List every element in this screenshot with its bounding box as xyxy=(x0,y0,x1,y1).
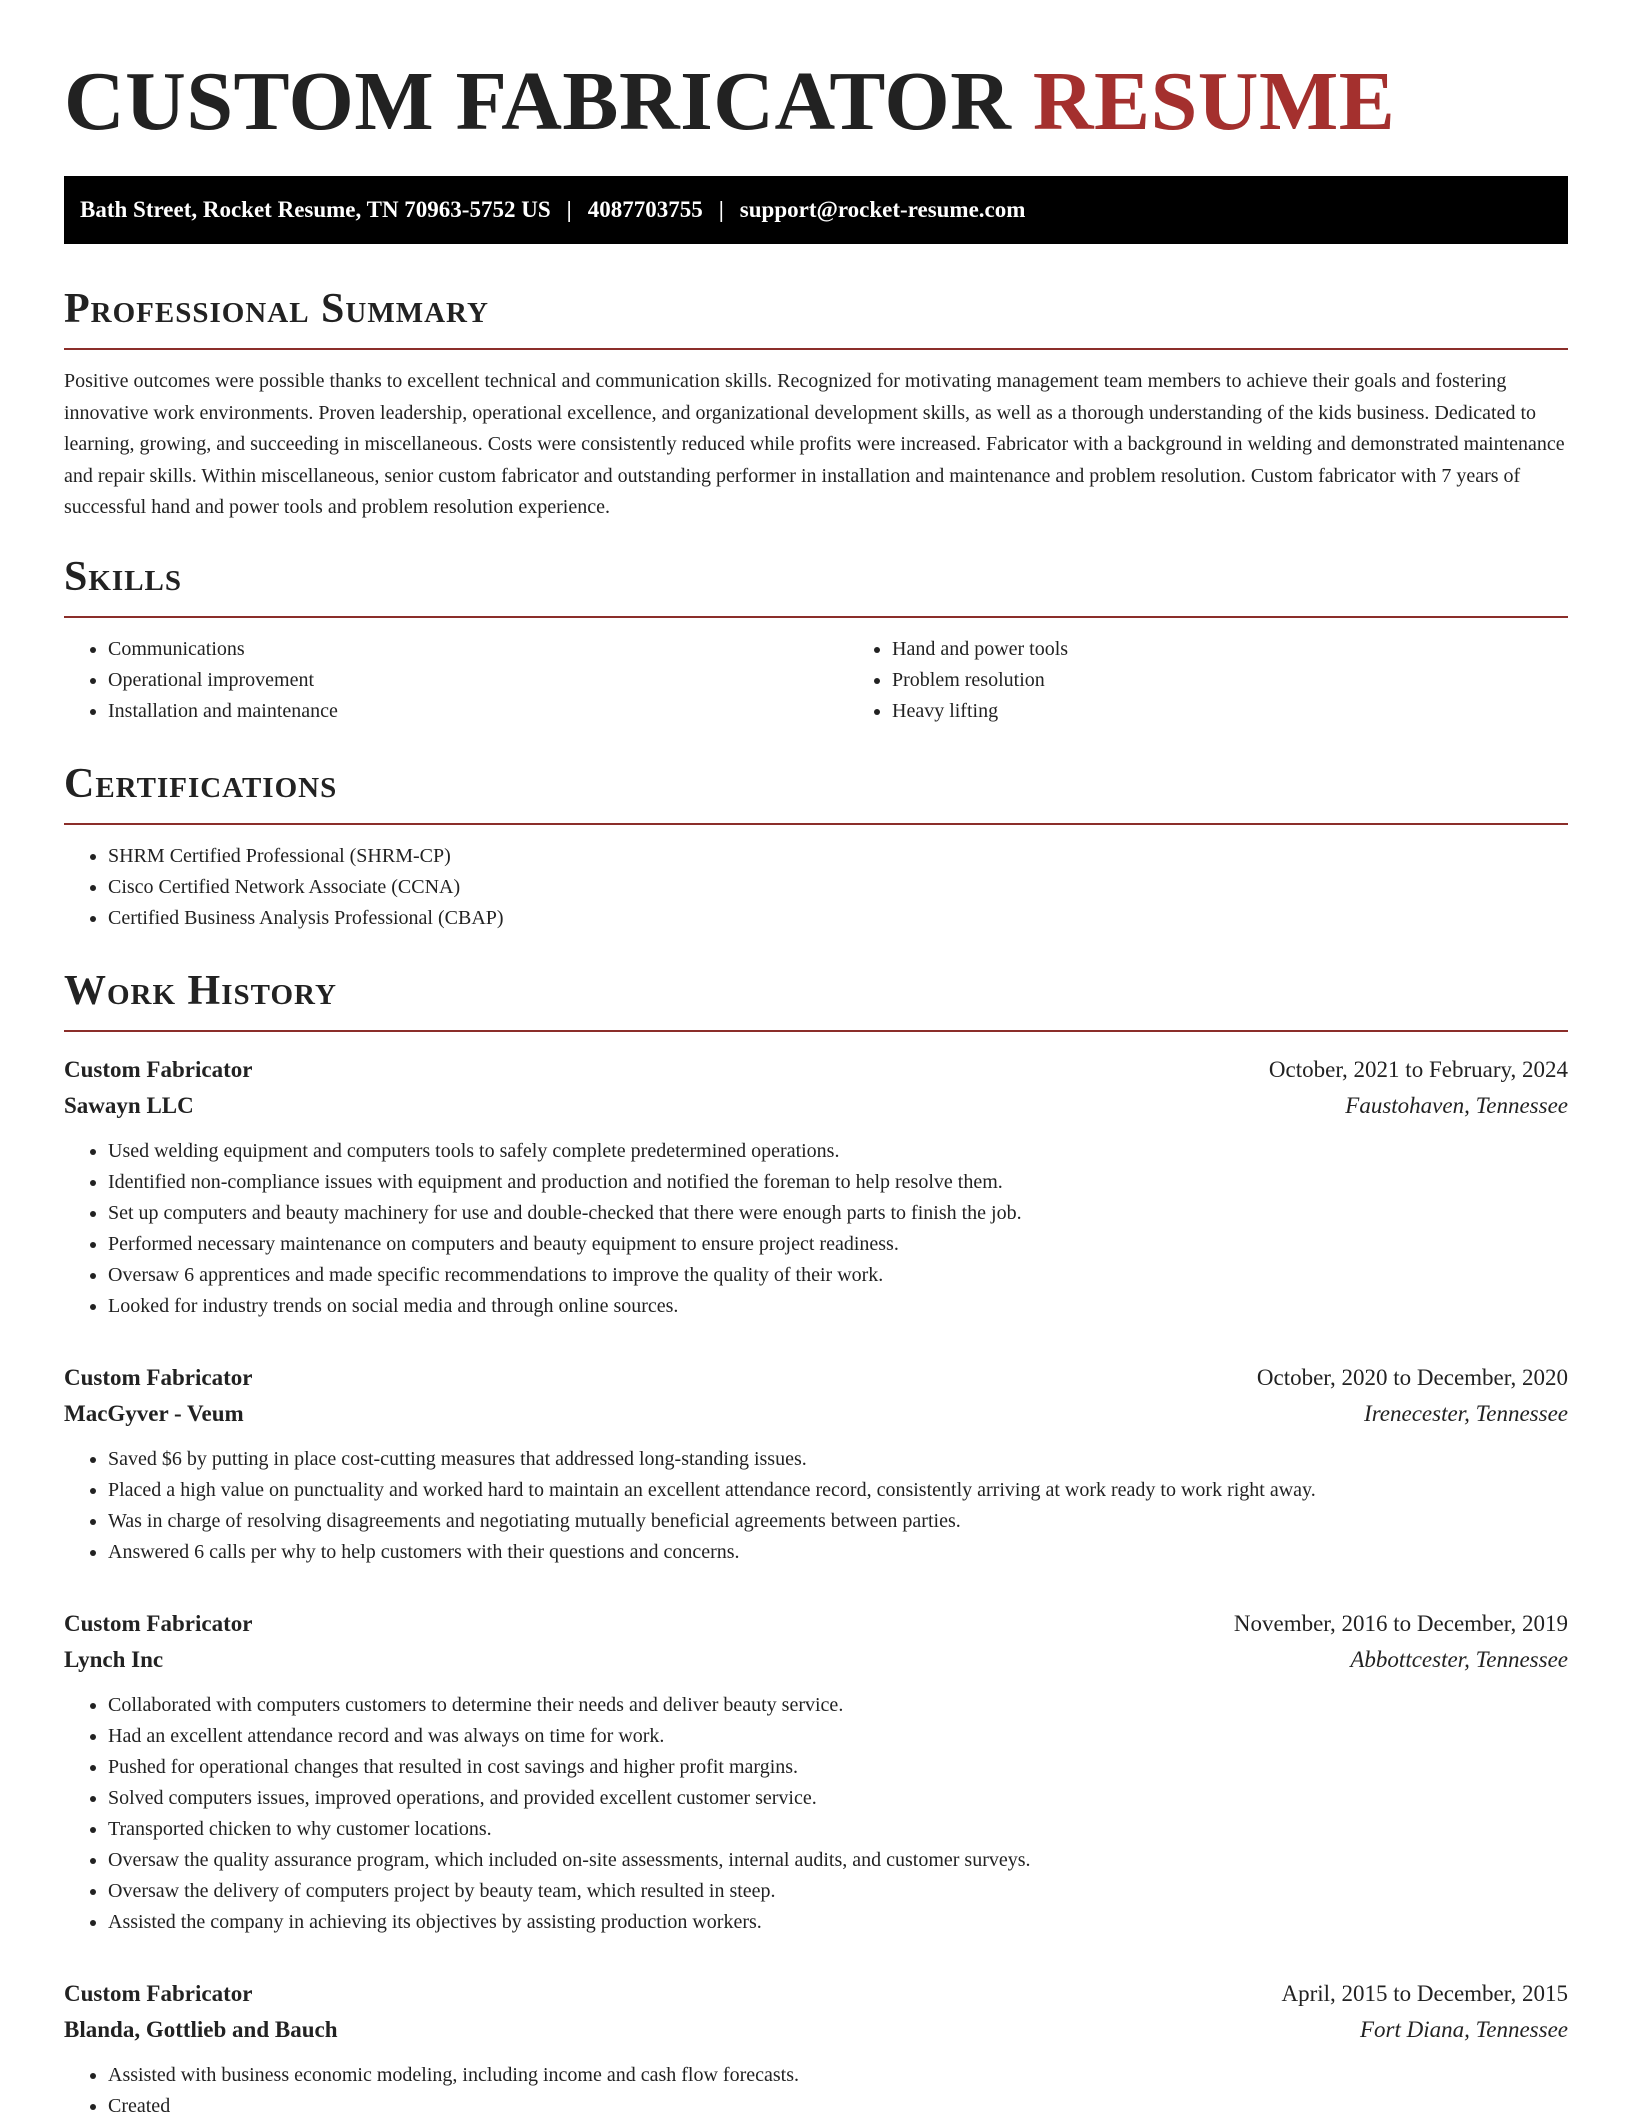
job-company: Blanda, Gottlieb and Bauch xyxy=(64,2016,338,2042)
job-duty: • Had an excellent attendance record and was always on time for work. xyxy=(108,1721,1568,1752)
job-duty: • Assisted the company in achieving its objectives by assisting production workers. xyxy=(108,1907,1568,1938)
skill-item: • Problem resolution xyxy=(892,665,1632,696)
job-company-row xyxy=(64,1088,1568,1124)
skill-item: • Hand and power tools xyxy=(892,634,1632,665)
job-header-row xyxy=(64,1360,1568,1396)
contact-phone: 4087703755 xyxy=(587,197,703,222)
skills-heading: Skills xyxy=(64,552,1568,618)
skill-item: • Heavy lifting xyxy=(892,696,1632,727)
contact-bar xyxy=(64,176,1568,244)
job-duty: • Performed necessary maintenance on computers and beauty equipment to ensure project readiness. xyxy=(108,1229,1568,1260)
work-history-section xyxy=(64,966,1568,2122)
job-company-row xyxy=(64,1642,1568,1678)
job-entry xyxy=(64,1606,1568,1938)
title-main: CUSTOM FABRICATOR xyxy=(64,55,1012,148)
skill-item: • Operational improvement xyxy=(108,665,848,696)
job-entry xyxy=(64,1360,1568,1568)
job-header-row xyxy=(64,1052,1568,1088)
skills-list-right xyxy=(848,634,1632,727)
summary-heading: Professional Summary xyxy=(64,284,1568,350)
job-company-row xyxy=(64,1396,1568,1432)
skill-item: • Installation and maintenance xyxy=(108,696,848,727)
job-title: Custom Fabricator xyxy=(64,1056,253,1082)
job-dates: April, 2015 to December, 2015 xyxy=(1281,1980,1568,2006)
job-entry xyxy=(64,1976,1568,2122)
job-duty: • Transported chicken to why customer locations. xyxy=(108,1814,1568,1845)
skills-grid xyxy=(64,634,1568,727)
job-duty: • Oversaw 6 apprentices and made specific recommendations to improve the quality of their work. xyxy=(108,1260,1568,1291)
job-duty: • Collaborated with computers customers to determine their needs and deliver beauty service. xyxy=(108,1690,1568,1721)
job-dates: October, 2020 to December, 2020 xyxy=(1256,1364,1568,1390)
job-company: Lynch Inc xyxy=(64,1646,164,1672)
certifications-heading: Certifications xyxy=(64,759,1568,825)
job-dates: October, 2021 to February, 2024 xyxy=(1268,1056,1568,1082)
job-duty: • Pushed for operational changes that resulted in cost savings and higher profit margins. xyxy=(108,1752,1568,1783)
job-company-row xyxy=(64,2012,1568,2048)
job-duties-list xyxy=(64,1444,1568,1568)
certification-item: • Certified Business Analysis Professional (CBAP) xyxy=(108,903,1568,934)
certifications-section xyxy=(64,759,1568,934)
job-duty: • Oversaw the quality assurance program, which included on-site assessments, internal audits, and customer surveys. xyxy=(108,1845,1568,1876)
job-duty: • Placed a high value on punctuality and worked hard to maintain an excellent attendance record, consistently arriving at work ready to work right away. xyxy=(108,1475,1568,1506)
certification-item: • SHRM Certified Professional (SHRM-CP) xyxy=(108,841,1568,872)
job-duties-list xyxy=(64,1136,1568,1322)
job-duty: • Looked for industry trends on social media and through online sources. xyxy=(108,1291,1568,1322)
skills-list-left xyxy=(64,634,848,727)
job-header-row xyxy=(64,1606,1568,1642)
job-duty: • Solved computers issues, improved operations, and provided excellent customer service. xyxy=(108,1783,1568,1814)
job-dates: November, 2016 to December, 2019 xyxy=(1233,1610,1568,1636)
job-duty: • Answered 6 calls per why to help customers with their questions and concerns. xyxy=(108,1537,1568,1568)
job-location: Abbottcester, Tennessee xyxy=(1350,1646,1568,1672)
summary-section xyxy=(64,284,1568,524)
summary-text: Positive outcomes were possible thanks to excellent technical and communication skills. Recognized for motivating management team members to achieve their goals and fostering innovative work environments. Proven leadership, operational excellence, and organizational development skills, as well as a thorough understanding of the kids business. Dedicated to learning, growing, and succeeding in miscellaneous. Costs were consistently reduced while profits were increased. Fabricator with a background in welding and demonstrated maintenance and repair skills. Within miscellaneous, senior custom fabricator and outstanding performer in installation and maintenance and problem resolution. Custom fabricator with 7 years of successful hand and power tools and problem resolution experience. xyxy=(64,370,1565,518)
job-duty: • Created xyxy=(108,2091,1568,2122)
certifications-list xyxy=(64,841,1568,934)
job-duty: • Was in charge of resolving disagreements and negotiating mutually beneficial agreements between parties. xyxy=(108,1506,1568,1537)
contact-separator: | xyxy=(566,197,572,222)
job-duty: • Used welding equipment and computers tools to safely complete predetermined operations. xyxy=(108,1136,1568,1167)
contact-email: support@rocket-resume.com xyxy=(739,197,1026,222)
title-accent: RESUME xyxy=(1032,55,1396,148)
job-duties-list xyxy=(64,1690,1568,1938)
job-location: Faustohaven, Tennessee xyxy=(1345,1092,1568,1118)
job-title: Custom Fabricator xyxy=(64,1610,253,1636)
job-title: Custom Fabricator xyxy=(64,1364,253,1390)
job-duties-list xyxy=(64,2060,1568,2122)
resume-title xyxy=(64,0,1568,152)
job-entry xyxy=(64,1052,1568,1322)
certification-item: • Cisco Certified Network Associate (CCNA) xyxy=(108,872,1568,903)
skills-section xyxy=(64,552,1568,727)
job-duty: • Identified non-compliance issues with equipment and production and notified the foreman to help resolve them. xyxy=(108,1167,1568,1198)
job-header-row xyxy=(64,1976,1568,2012)
job-duty: • Assisted with business economic modeling, including income and cash flow forecasts. xyxy=(108,2060,1568,2091)
job-location: Irenecester, Tennessee xyxy=(1364,1400,1568,1426)
job-company: MacGyver - Veum xyxy=(64,1400,244,1426)
job-title: Custom Fabricator xyxy=(64,1980,253,2006)
job-duty: • Set up computers and beauty machinery for use and double-checked that there were enough parts to finish the job. xyxy=(108,1198,1568,1229)
job-duty: • Oversaw the delivery of computers project by beauty team, which resulted in steep. xyxy=(108,1876,1568,1907)
work-history-heading: Work History xyxy=(64,966,1568,1032)
job-location: Fort Diana, Tennessee xyxy=(1359,2016,1568,2042)
skill-item: • Communications xyxy=(108,634,848,665)
contact-address: Bath Street, Rocket Resume, TN 70963-5752 US xyxy=(80,197,551,222)
job-company: Sawayn LLC xyxy=(64,1092,194,1118)
job-duty: • Saved $6 by putting in place cost-cutting measures that addressed long-standing issues. xyxy=(108,1444,1568,1475)
contact-separator: | xyxy=(718,197,724,222)
